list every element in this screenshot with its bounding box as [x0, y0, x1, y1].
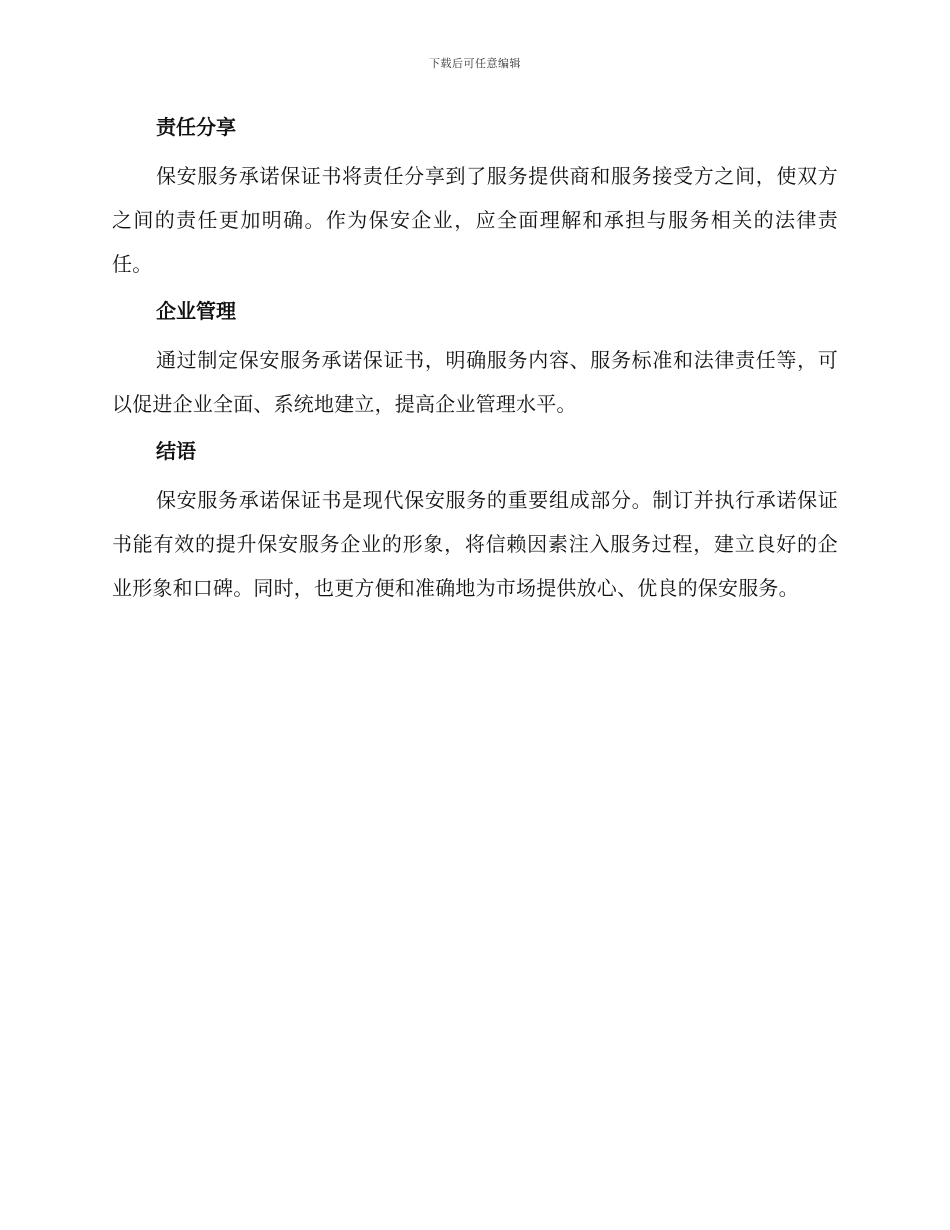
- section-enterprise-management: [112, 296, 838, 426]
- section-paragraph: 保安服务承诺保证书将责任分享到了服务提供商和服务接受方之间，使双方之间的责任更加明确。作为保安企业，应全面理解和承担与服务相关的法律责任。: [112, 164, 838, 276]
- section-heading: 责任分享: [156, 115, 236, 139]
- page-header-note: 下载后可任意编辑: [429, 57, 521, 70]
- section-responsibility-sharing: [112, 112, 838, 286]
- section-heading: 结语: [156, 439, 196, 463]
- document-body: [112, 112, 838, 620]
- section-paragraph: 保安服务承诺保证书是现代保安服务的重要组成部分。制订并执行承诺保证书能有效的提升保安服务企业的形象，将信赖因素注入服务过程，建立良好的企业形象和口碑。同时，也更方便和准确地为市场提供放心、优良的保安服务。: [112, 488, 838, 600]
- section-heading: 企业管理: [156, 299, 236, 323]
- section-conclusion: [112, 436, 838, 610]
- section-paragraph: 通过制定保安服务承诺保证书，明确服务内容、服务标准和法律责任等，可以促进企业全面、系统地建立，提高企业管理水平。: [112, 348, 838, 416]
